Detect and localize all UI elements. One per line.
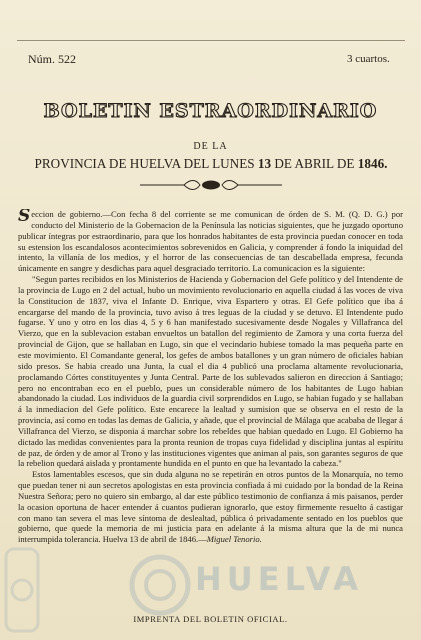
article-paragraph-1 [18,209,403,274]
subtitle-day: 13 [257,156,272,171]
paragraph-1-text: eccion de gobierno.—Con fecha 8 del corriente se me comunican de órden de S. M. (Q. D. G.) por conducto del Ministerio de la Gobernacion de la Península las noticias siguientes, que he juzgado oportuno publicar íntegras por estraordinario, para que los honrados habitantes de esta provincia puedan conocer en toda su estension los escandalosos acontecimientos sobrevenidos en Galicia, y comprender á fondo la iniquidad del intento, la villanía de los medios, y el horror de las consecuencias de tan descabellada empresa, fecunda únicamente en sangre y desdichas para aquel desgraciado territorio. La comunicacion es la siguiente: [18,209,403,274]
drop-cap: S [18,209,31,226]
ornament-divider-icon [140,178,282,192]
issue-number: Núm. 522 [28,52,76,66]
subtitle-pre: PROVINCIA DE HUELVA DEL LUNES [34,156,258,171]
signature: Miguel Tenorio. [206,534,262,545]
subtitle-mid: DE ABRIL DE [271,156,358,171]
watermark-text: HUELVA [195,560,363,598]
paragraph-3-text: Estos lamentables escesos, que sin duda alguna no se repetirán en otros puntos de la Monarquía, no temo que puedan tener ni aun secretos apologistas en esta provincia confiada á mi cuidado por la bondad de la Reina Nuestra Señora; pero no quiero sin embargo, al dar este público testimonio de confianza á mis paisanos, perder la ocasion oportuna de hacer entender á cuantos pudieran ignorarlo, que estoy firmemente resuelto á castigar con mano tan severa el mas leve síntoma de deslealtad, pública ó privadamente sentado en los pueblos que gobierno, que quede la memoria de mi justicia para en adelante á la misma altura que la de mi nunca interrumpida tolerancia. Huelva 13 de abril de 1846.— [18,469,403,545]
subtitle-year: 1846. [357,156,388,171]
masthead-de-la: DE LA [193,141,228,152]
issue-price: 3 cuartos. [347,53,390,65]
article-paragraph-2: "Segun partes recibidos en los Ministerios de Hacienda y Gobernacion del Gefe político y del Intendente de la provincia de Lugo en 2 del actual, hubo un movimiento revolucionario en aquella ciudad á las voces de viva la Constitucion de 1837, viva el Infante D. Enrique, viva Espartero y otras. El Gefe político que iba á encargarse del mando de la provincia, tuvo aviso á tres leguas de la ciudad y se detuvo. El Intendente pudo fugarse. Y uno y otro en los dias 4, 5 y 6 han manifestado sucesivamente desde Nogales y Villafranca del Vierzo, que en la sublevacion estaban envueltos un batallon del regimiento de Zamora y una corta fuerza del provincial de Gijon, que se hallaban en Lugo, sin que el vecindario hubiese tomado la mas pequeña parte en este movimiento. El Comandante general, los gefes de ambos batallones y un gran número de oficiales habian sido presos. Se habia creado una Junta, la cual el dia 4 publicó una proclama altamente revolucionaria, proclamando Córtes constituyentes y Junta Central. Parte de los sublevados salieron en direccion á Santiago; pero no encontraban eco en el pueblo, pues un considerable número de los habitantes de Lugo habian abandonado la ciudad. Los individuos de la guardia civil sorprendidos en Lugo, se habian fugado y se hallaban á la inmediacion del Gefe político. Este encarece la lealtad y sumision que se observa en el resto de la provincia, así como en todas las demas de Galicia, y añade, que el provincial de Málaga que acababa de llegar á Villafranca del Vierzo, se disponia á marchar sobre los rebeldes que habian quedado en Lugo. El Gobierno ha dictado las medidas convenientes para la pronta reunion de tropas cuya fidelidad y disciplina juntas al espíritu de paz, de órden y de amor al Trono y las instituciones vigentes que animan al pais, son garantes seguros de que la rebelion quedará aislada y prontamente hundida en el punto en que ha levantado la cabeza." [18,274,403,469]
imprint-line: IMPRENTA DEL BOLETIN OFICIAL. [133,614,288,624]
top-rule [17,40,405,41]
masthead-subtitle [18,156,404,172]
article-body [18,209,403,585]
article-paragraph-3 [18,469,403,545]
masthead-title: BOLETIN ESTRAORDINARIO [43,100,378,122]
